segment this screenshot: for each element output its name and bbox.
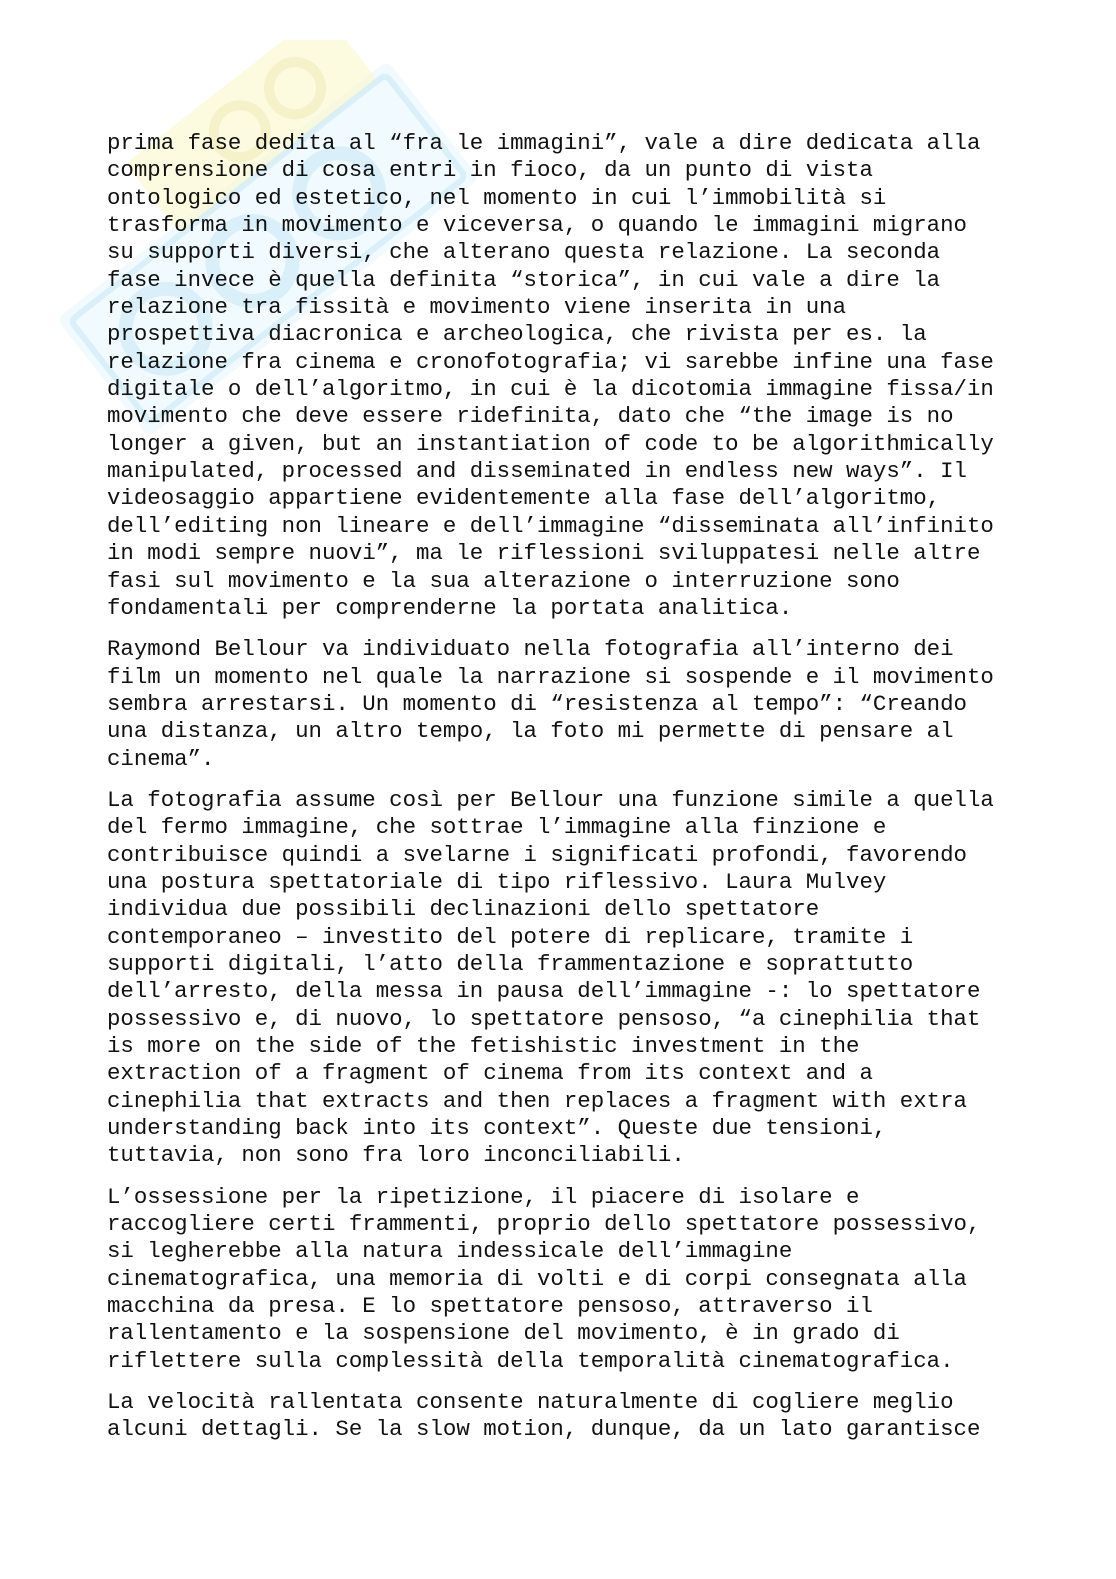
paragraph-3: La fotografia assume così per Bellour una funzione simile a quella del fermo immagine, che sottrae l’immagine alla finzione e contribuisce quindi a svelarne i significati profondi, favorendo una postura spettatoriale di tipo riflessivo. Laura Mulvey individua due possibili declinazioni dello spettatore contemporaneo – investito del potere di replicare, tramite i supporti digitali, l’atto della frammentazione e soprattutto dell’arresto, della messa in pausa dell’immagine -: lo spettatore possessivo e, di nuovo, lo spettatore pensoso, “a cinephilia that is more on the side of the fetishistic investment in the extraction of a fragment of cinema from its context and a cinephilia that extracts and then replaces a fragment with extra understanding back into its context”. Queste due tensioni, tuttavia, non sono fra loro inconciliabili. xyxy=(107,786,994,1169)
paragraph-1: prima fase dedita al “fra le immagini”, vale a dire dedicata alla comprensione di cosa entri in fioco, da un punto di vista ontologico ed estetico, nel momento in cui l’immobilità si trasforma in movimento e viceversa, o quando le immagini migrano su supporti diversi, che alterano questa relazione. La seconda fase invece è quella definita “storica”, in cui vale a dire la relazione tra fissità e movimento viene inserita in una prospettiva diacronica e archeologica, che rivista per es. la relazione fra cinema e cronofotografia; vi sarebbe infine una fase digitale o dell’algoritmo, in cui è la dicotomia immagine fissa/in movimento che deve essere ridefinita, dato che “the image is no longer a given, but an instantiation of code to be algorithmically manipulated, processed and disseminated in endless new ways”. Il videosaggio appartiene evidentemente alla fase dell’algoritmo, dell’editing non lineare e dell’immagine “disseminata all’infinito in modi sempre nuovi”, ma le riflessioni sviluppatesi nelle altre fasi sul movimento e la sua alterazione o interruzione sono fondamentali per comprenderne la portata analitica. xyxy=(107,130,994,621)
paragraph-4: L’ossessione per la ripetizione, il piacere di isolare e raccogliere certi frammenti, proprio dello spettatore possessivo, si legherebbe alla natura indessicale dell’immagine cinematografica, una memoria di volti e di corpi consegnata alla macchina da presa. E lo spettatore pensoso, attraverso il rallentamento e la sospensione del movimento, è in grado di riflettere sulla complessità della temporalità cinematografica. xyxy=(107,1183,981,1374)
document-page xyxy=(107,130,1007,1458)
paragraph-2: Raymond Bellour va individuato nella fotografia all’interno dei film un momento nel quale la narrazione si sospende e il movimento sembra arrestarsi. Un momento di “resistenza al tempo”: “Creando una distanza, un altro tempo, la foto mi permette di pensare al cinema”. xyxy=(107,636,994,772)
paragraph-5: La velocità rallentata consente naturalmente di cogliere meglio alcuni dettagli. Se la slow motion, dunque, da un lato garantisce xyxy=(107,1389,981,1443)
